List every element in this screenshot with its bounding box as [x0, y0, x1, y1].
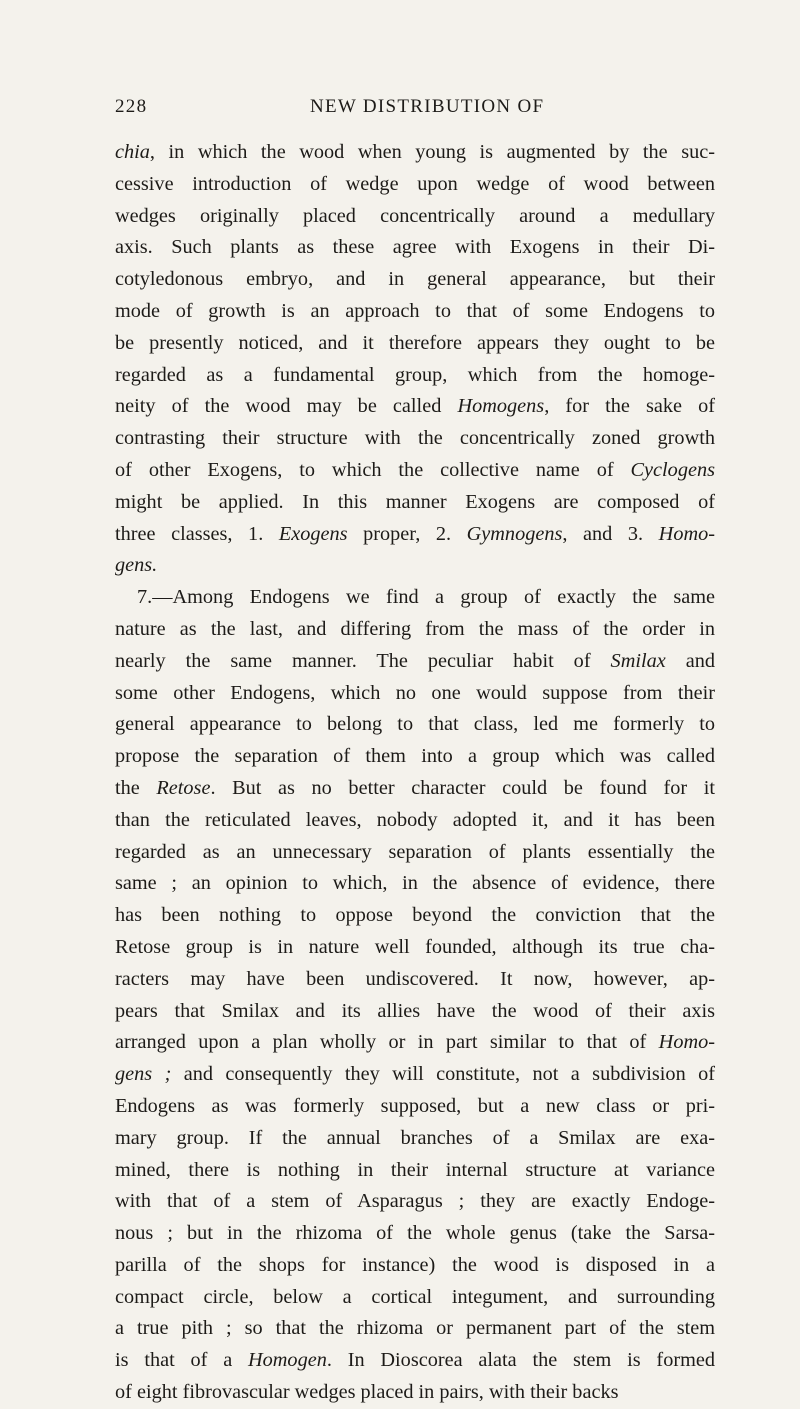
text-run: proper, 2. — [347, 522, 467, 545]
text-run: might be applied. In this manner Exogens are composed of — [115, 490, 715, 513]
text-line — [115, 264, 715, 296]
text-line — [115, 741, 715, 773]
italic-text: Retose — [156, 776, 211, 799]
text-line — [115, 805, 715, 837]
text-line — [115, 900, 715, 932]
text-run: racters may have been undiscovered. It now, however, ap- — [115, 967, 715, 990]
text-run: neity of the wood may be called — [115, 395, 458, 418]
italic-text: Cyclogens — [630, 458, 715, 481]
text-run: arranged upon a plan wholly or in part similar to that of — [115, 1031, 659, 1054]
text-line — [115, 996, 715, 1028]
text-line — [115, 423, 715, 455]
text-line — [115, 1059, 715, 1091]
page-number: 228 — [115, 96, 148, 117]
text-run: regarded as a fundamental group, which from the homoge- — [115, 363, 715, 386]
text-line — [115, 519, 715, 551]
text-line — [115, 932, 715, 964]
italic-text: Homogens — [457, 395, 545, 418]
text-line — [115, 232, 715, 264]
text-line — [115, 709, 715, 741]
text-run: be presently noticed, and it therefore appears they ought to be — [115, 331, 715, 354]
running-head: NEW DISTRIBUTION OF — [310, 96, 545, 117]
text-line — [115, 1186, 715, 1218]
text-run: mode of growth is an approach to that of some Endogens to — [115, 299, 715, 322]
text-run: , in which the wood when young is augmented by the suc- — [149, 141, 715, 163]
text-line — [115, 837, 715, 869]
italic-text: gens. — [115, 554, 158, 577]
text-run: has been nothing to oppose beyond the conviction that the — [115, 904, 715, 927]
text-run: cotyledonous embryo, and in general appearance, but their — [115, 268, 715, 291]
text-line — [115, 646, 715, 678]
text-line — [115, 1345, 715, 1377]
italic-text: Homogen — [248, 1349, 327, 1372]
text-run: parilla of the shops for instance) the wood is disposed in a — [115, 1253, 715, 1276]
text-line — [115, 614, 715, 646]
text-run: some other Endogens, which no one would suppose from their — [115, 681, 715, 704]
italic-text: chia — [115, 141, 150, 163]
text-run: and consequently they will constitute, not a subdivision of — [171, 1063, 716, 1086]
text-run: than the reticulated leaves, nobody adopted it, and it has been — [115, 808, 715, 831]
italic-text: gens ; — [115, 1063, 172, 1086]
text-line — [115, 582, 715, 614]
text-line — [115, 1155, 715, 1187]
text-run: propose the separation of them into a group which was called — [115, 745, 715, 768]
text-line — [115, 391, 715, 423]
text-run: same ; an opinion to which, in the absence of evidence, there — [115, 872, 715, 895]
text-run: nous ; but in the rhizoma of the whole genus (take the Sarsa- — [115, 1222, 715, 1245]
text-line — [115, 487, 715, 519]
text-run: of other Exogens, to which the collective name of — [115, 458, 631, 481]
text-line — [115, 1218, 715, 1250]
text-line — [115, 678, 715, 710]
text-line — [115, 360, 715, 392]
text-run: contrasting their structure with the concentrically zoned growth — [115, 427, 715, 450]
text-run: nearly the same manner. The peculiar habit of — [115, 649, 611, 672]
text-run: , for the sake of — [544, 395, 715, 418]
text-line — [115, 1123, 715, 1155]
text-line — [115, 1282, 715, 1314]
text-run: 7.—Among Endogens we find a group of exactly the same — [137, 586, 715, 609]
text-line — [115, 1027, 715, 1059]
text-line — [115, 964, 715, 996]
text-run: Endogens as was formerly supposed, but a new class or pri- — [115, 1094, 715, 1117]
text-line — [115, 1091, 715, 1123]
text-run: , and 3. — [562, 522, 659, 545]
text-run: pears that Smilax and its allies have the wood of their axis — [115, 999, 715, 1022]
text-run: mary group. If the annual branches of a Smilax are exa- — [115, 1126, 715, 1149]
text-run: and — [665, 649, 715, 672]
text-line — [115, 296, 715, 328]
text-run: mined, there is nothing in their internal structure at variance — [115, 1158, 715, 1181]
text-line — [115, 550, 715, 582]
text-line — [115, 868, 715, 900]
text-run: three classes, 1. — [115, 522, 279, 545]
body-text — [115, 137, 715, 1409]
italic-text: Gymnogens — [466, 522, 563, 545]
text-line — [115, 1377, 715, 1409]
text-run: a true pith ; so that the rhizoma or permanent part of the stem — [115, 1317, 715, 1340]
text-run: nature as the last, and differing from the mass of the order in — [115, 617, 715, 640]
text-run: axis. Such plants as these agree with Exogens in their Di- — [115, 236, 715, 259]
text-line — [115, 169, 715, 201]
text-line — [115, 1250, 715, 1282]
text-line — [115, 328, 715, 360]
italic-text: Homo- — [658, 522, 715, 545]
text-run: compact circle, below a cortical integument, and surrounding — [115, 1285, 715, 1308]
text-run: . But as no better character could be found for it — [210, 776, 715, 799]
text-run: of eight fibrovascular wedges placed in pairs, with their backs — [115, 1381, 619, 1404]
text-run: the — [115, 776, 157, 799]
text-run: wedges originally placed concentrically around a medullary — [115, 204, 715, 227]
text-line — [115, 773, 715, 805]
text-line — [115, 137, 715, 169]
text-run: regarded as an unnecessary separation of plants essentially the — [115, 840, 715, 863]
text-line — [115, 201, 715, 233]
text-run: with that of a stem of Asparagus ; they are exactly Endoge- — [115, 1190, 715, 1213]
text-run: is that of a — [115, 1349, 248, 1372]
text-run: . In Dioscorea alata the stem is formed — [326, 1349, 716, 1372]
italic-text: Smilax — [610, 649, 666, 672]
text-line — [115, 1313, 715, 1345]
italic-text: Homo- — [658, 1031, 715, 1054]
text-run: general appearance to belong to that class, led me formerly to — [115, 713, 715, 736]
text-run: Retose group is in nature well founded, although its true cha- — [115, 935, 715, 958]
italic-text: Exogens — [278, 522, 348, 545]
text-line — [115, 455, 715, 487]
text-run: cessive introduction of wedge upon wedge of wood between — [115, 172, 715, 195]
